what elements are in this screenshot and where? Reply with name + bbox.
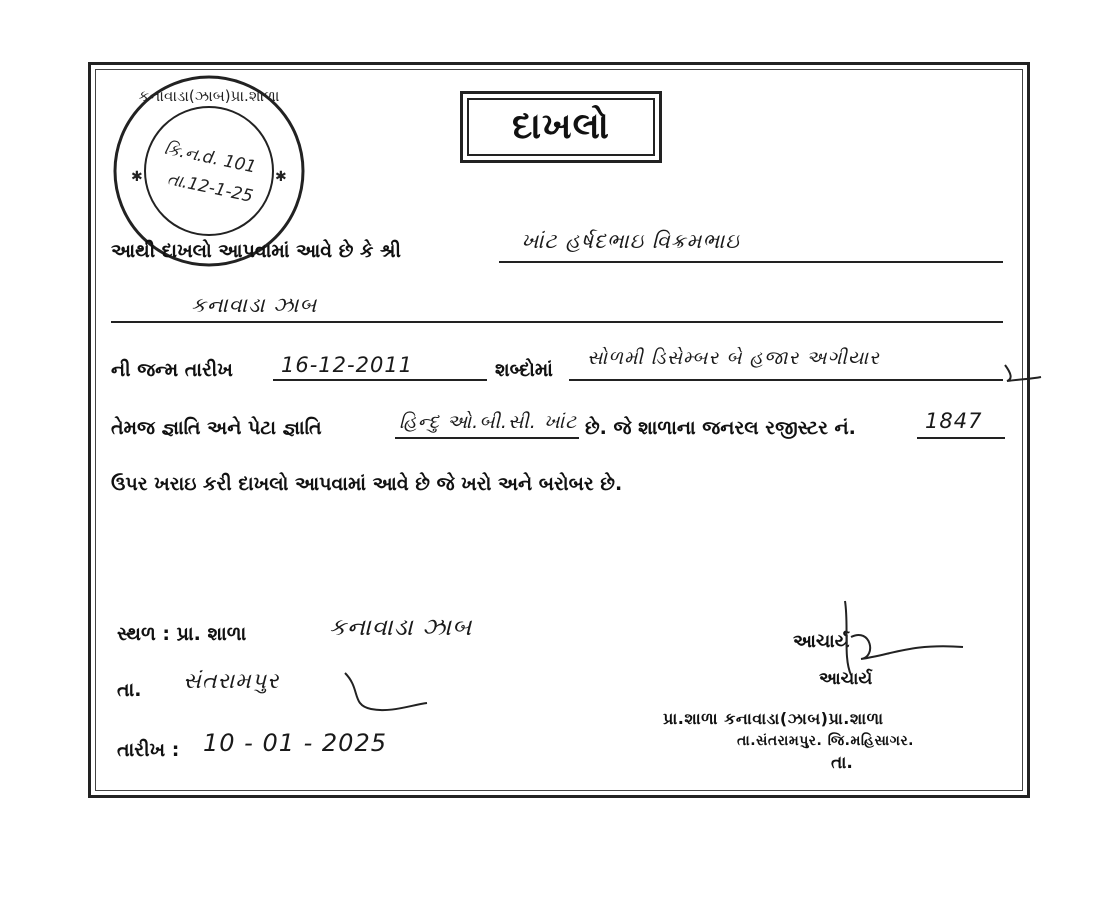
dob-words-underline (569, 379, 1003, 381)
register-underline (917, 437, 1005, 439)
name-underline-2 (111, 321, 1003, 323)
student-village-handwritten: કનાવાડા ઝાબ (191, 293, 318, 317)
date-value-handwritten: 10 - 01 - 2025 (203, 729, 387, 757)
verification-statement: ઉપર ખરાઇ કરી દાખલો આપવામાં આવે છે જે ખરો અને બરોબર છે. (111, 473, 623, 495)
name-underline-1 (499, 261, 1003, 263)
caste-label: તેમજ જ્ઞાતિ અને પેટા જ્ઞાતિ (111, 417, 322, 439)
caste-underline (395, 437, 579, 439)
stamp-principal-title: આચાર્ય (819, 669, 873, 689)
caste-value-handwritten: હિન્દુ ઓ.બી.સી. ખાંટ (399, 411, 578, 433)
svg-text:કનાવાડા(ઝાબ)પ્રા.શાળા: કનાવાડા(ઝાબ)પ્રા.શાળા (138, 87, 280, 105)
pen-stroke-right (1003, 361, 1043, 391)
register-label: છે. જે શાળાના જનરલ રજીસ્ટર નં. (585, 417, 856, 439)
stamp-ta: તા. (831, 753, 853, 773)
svg-text:✱: ✱ (131, 169, 143, 185)
svg-text:✱: ✱ (275, 169, 287, 185)
taluka-value-handwritten: સંતરામપુર (183, 669, 280, 694)
student-name-handwritten: ખાંટ હર્ષદભાઇ વિક્રમભાઇ (521, 229, 740, 253)
dob-value: 16-12-2011 (281, 353, 414, 377)
register-number: 1847 (925, 409, 983, 433)
page-title: દાખલો (467, 98, 655, 156)
stamp-school-name: પ્રા.શાળા કનાવાડા(ઝાબ)પ્રા.શાળા (663, 709, 884, 728)
taluka-label: તા. (117, 679, 142, 701)
intro-label: આથી દાખલો આપવામાં આવે છે કે શ્રી (111, 240, 401, 262)
dob-underline (273, 379, 487, 381)
svg-text:તા.12-1-25: તા.12-1-25 (165, 169, 255, 207)
pen-stroke (341, 669, 431, 719)
place-value-handwritten: કનાવાડા ઝાબ (329, 613, 473, 641)
place-label: સ્થળ : પ્રા. શાળા (117, 623, 247, 645)
date-label: તારીખ : (117, 739, 180, 761)
title-box (460, 91, 662, 163)
stamp-location: તા.સંતરામપુર. જિ.મહિસાગર. (737, 733, 914, 749)
certificate-frame (88, 62, 1030, 798)
dob-words-handwritten: સોળમી ડિસેમ્બર બે હજાર અગીયાર (587, 347, 880, 369)
principal-label: આચાર્ય (793, 631, 850, 652)
dob-label: ની જન્મ તારીખ (111, 359, 233, 381)
svg-text:કિ.ન.d. 101: કિ.ન.d. 101 (162, 138, 258, 178)
words-label: શબ્દોમાં (495, 359, 553, 381)
